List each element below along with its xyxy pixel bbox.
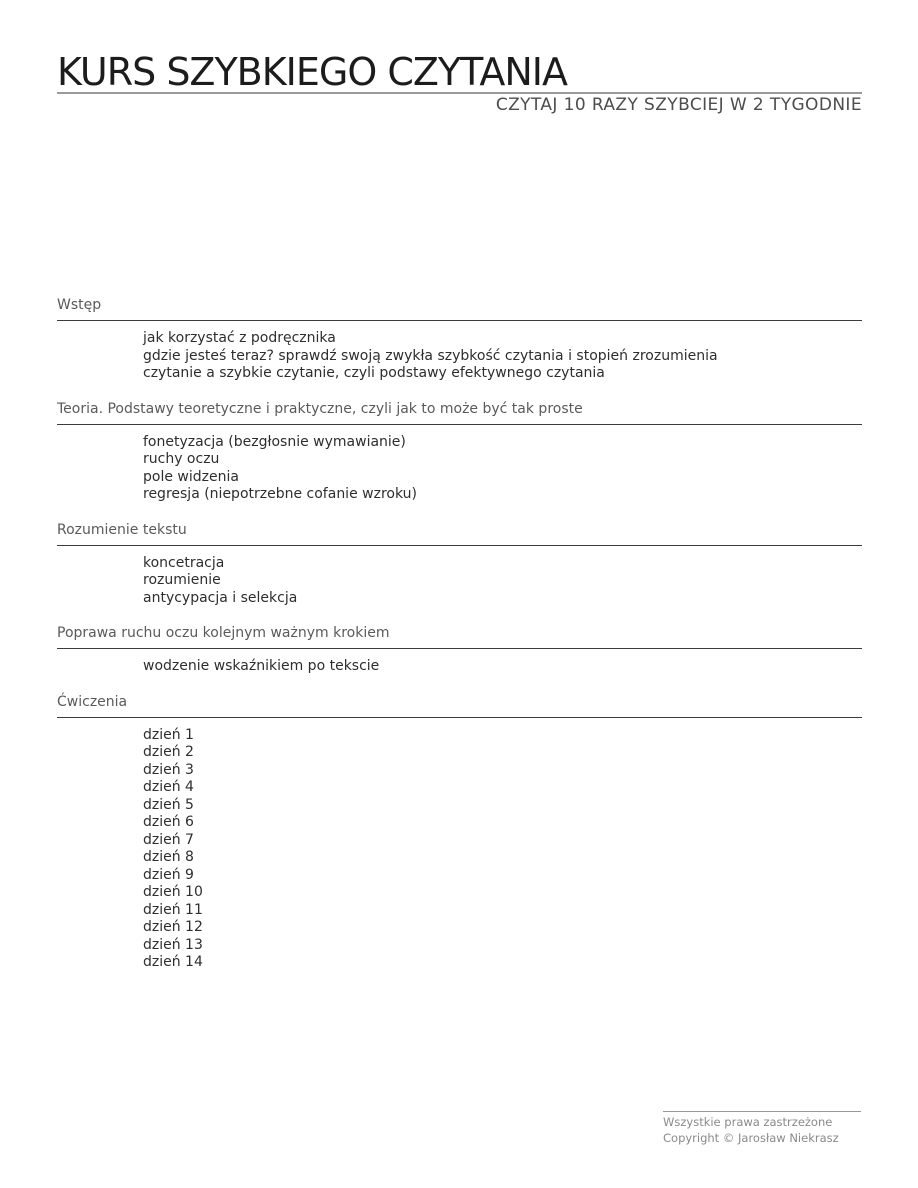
toc-section xyxy=(57,401,862,504)
toc xyxy=(57,297,862,972)
section-heading: Rozumienie tekstu xyxy=(57,521,187,538)
toc-item: wodzenie wskaźnikiem po tekscie xyxy=(143,658,380,674)
toc-item: dzień 14 xyxy=(143,954,203,970)
toc-item: dzień 13 xyxy=(143,936,203,953)
section-divider xyxy=(57,717,862,718)
toc-item: dzień 6 xyxy=(143,814,194,830)
toc-item: regresja (niepotrzebne cofanie wzroku) xyxy=(143,486,417,502)
toc-item: rozumienie xyxy=(143,572,221,588)
toc-item: dzień 10 xyxy=(143,884,203,900)
copyright-text: Copyright © Jarosław Niekrasz xyxy=(663,1130,839,1145)
page-subtitle: CZYTAJ 10 RAZY SZYBCIEJ W 2 TYGODNIE xyxy=(495,95,862,115)
toc-item: ruchy oczu xyxy=(143,451,220,467)
section-divider xyxy=(57,545,862,546)
section-items xyxy=(57,555,862,608)
toc-item: dzień 3 xyxy=(143,761,194,778)
toc-section xyxy=(57,297,862,383)
section-heading: Wstęp xyxy=(57,297,102,313)
toc-section xyxy=(57,522,862,608)
section-items xyxy=(57,658,862,676)
toc-item: dzień 4 xyxy=(143,779,194,795)
section-heading: Ćwiczenia xyxy=(57,693,128,710)
toc-section xyxy=(57,694,862,972)
section-items xyxy=(57,330,862,383)
section-divider xyxy=(57,648,862,649)
toc-item: dzień 12 xyxy=(143,919,203,935)
document-header xyxy=(57,0,862,115)
section-items xyxy=(57,434,862,504)
page-title: KURS SZYBKIEGO CZYTANIA xyxy=(57,0,862,94)
section-heading: Poprawa ruchu oczu kolejnym ważnym krokiem xyxy=(57,625,390,641)
toc-item: pole widzenia xyxy=(143,468,239,485)
toc-section xyxy=(57,625,862,676)
toc-item: czytanie a szybkie czytanie, czyli podstawy efektywnego czytania xyxy=(143,365,605,381)
toc-item: dzień 11 xyxy=(143,901,203,918)
toc-item: dzień 8 xyxy=(143,849,194,865)
copyright-footer xyxy=(663,1111,861,1146)
toc-item: dzień 1 xyxy=(143,726,194,743)
toc-item: gdzie jesteś teraz? sprawdź swoją zwykła szybkość czytania i stopień zrozumienia xyxy=(143,347,718,364)
toc-item: koncetracja xyxy=(143,554,225,571)
rights-text: Wszystkie prawa zastrzeżone xyxy=(663,1115,833,1129)
toc-item: dzień 7 xyxy=(143,831,194,848)
section-items xyxy=(57,727,862,972)
toc-item: fonetyzacja (bezgłosnie wymawianie) xyxy=(143,433,406,450)
section-heading: Teoria. Podstawy teoretyczne i praktyczne, czyli jak to może być tak proste xyxy=(57,400,583,417)
toc-item: dzień 9 xyxy=(143,866,194,883)
toc-item: dzień 2 xyxy=(143,744,194,760)
section-divider xyxy=(57,320,862,321)
section-divider xyxy=(57,424,862,425)
toc-item: antycypacja i selekcja xyxy=(143,589,298,606)
toc-item: dzień 5 xyxy=(143,796,194,813)
toc-item: jak korzystać z podręcznika xyxy=(143,330,336,346)
